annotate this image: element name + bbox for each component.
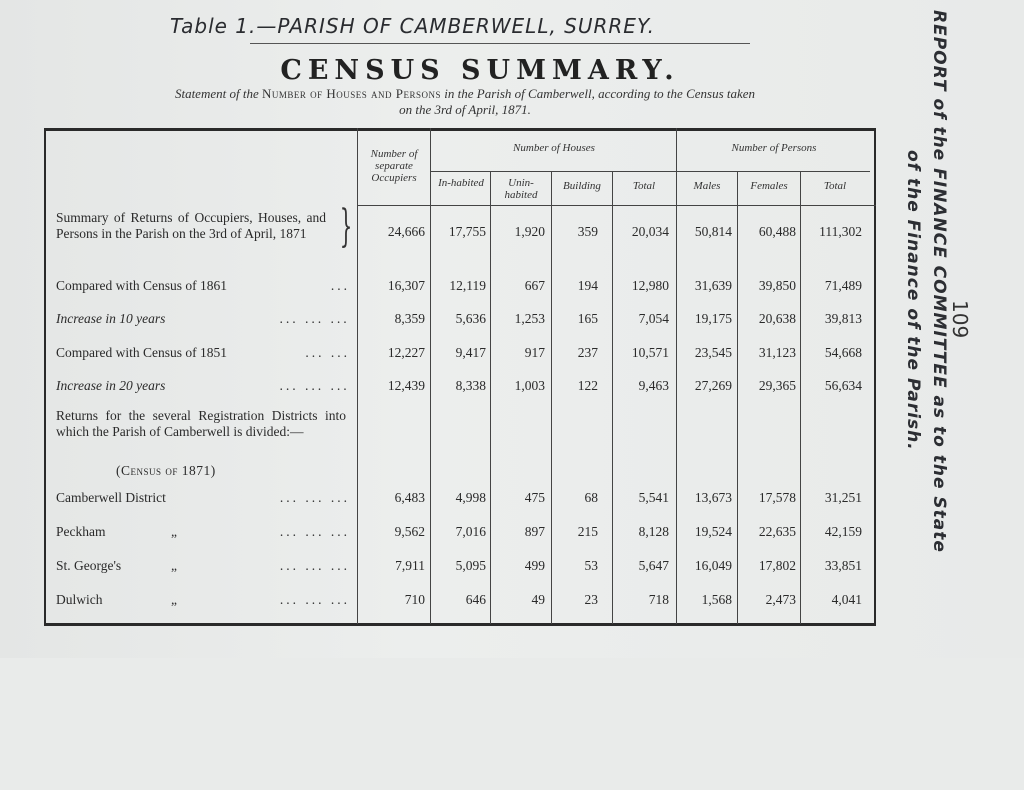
title-rule xyxy=(250,43,750,44)
column-divider xyxy=(551,172,552,624)
statement-small-caps: Number of Houses and Persons xyxy=(261,86,442,101)
row-label xyxy=(56,592,356,608)
ditto-mark: „ xyxy=(171,558,177,573)
table-cell: 9,562 xyxy=(394,524,425,539)
table-cell: 12,119 xyxy=(449,278,486,293)
column-divider xyxy=(490,172,491,624)
table-cell: 5,541 xyxy=(638,490,669,505)
table-cell: 22,635 xyxy=(758,524,796,539)
statement-line2: on the 3rd of April, 1871. xyxy=(399,102,531,117)
table-cell: 165 xyxy=(577,311,598,326)
statement xyxy=(50,86,880,118)
table-cell: 1,253 xyxy=(514,311,545,326)
table-cell: 17,802 xyxy=(758,558,796,573)
table-cell: 29,365 xyxy=(758,378,796,393)
header-persons-group: Number of Persons xyxy=(731,142,817,154)
table-cell: 111,302 xyxy=(819,224,862,239)
statement-pre: Statement of the xyxy=(174,86,259,101)
table-title: Table 1.—PARISH OF CAMBERWELL, SURREY. xyxy=(170,14,655,38)
table-cell: 50,814 xyxy=(694,224,732,239)
table-cell: 7,911 xyxy=(395,558,425,573)
table-cell: 23,545 xyxy=(694,345,732,360)
header-females: Females xyxy=(750,180,788,192)
table-cell: 5,095 xyxy=(455,558,486,573)
table-cell: 917 xyxy=(524,345,545,360)
row-label xyxy=(56,558,356,574)
table-cell: 20,638 xyxy=(758,311,796,326)
table-cell: 49 xyxy=(531,592,545,607)
header-total-houses: Total xyxy=(632,180,656,192)
table-cell: 122 xyxy=(577,378,598,393)
table-cell: 39,813 xyxy=(824,311,862,326)
row-label-summary: Summary of Returns of Occupiers, Houses, and Persons in the Parish on the 3rd of April, 1871 xyxy=(56,210,326,241)
side-line-2: of the Finance of the Parish. xyxy=(903,150,923,451)
header-total-persons: Total xyxy=(823,180,847,192)
row-label xyxy=(56,345,356,361)
column-divider xyxy=(430,128,431,624)
header-occupiers: Number of separate Occupiers xyxy=(370,148,418,184)
table-cell: 4,998 xyxy=(455,490,486,505)
leader-dots: ... ... ... xyxy=(279,592,350,607)
table-cell: 710 xyxy=(404,592,425,607)
leader-dots: ... ... ... xyxy=(279,490,350,505)
column-divider xyxy=(800,172,801,624)
header-uninhabited: Unin-habited xyxy=(504,177,538,201)
table-cell: 4,041 xyxy=(831,592,862,607)
table-cell: 71,489 xyxy=(824,278,862,293)
leader-dots: ... ... ... xyxy=(279,524,350,539)
row-label-text: Compared with Census of 1851 xyxy=(56,345,227,360)
table-cell: 33,851 xyxy=(824,558,862,573)
table-cell: 194 xyxy=(577,278,598,293)
table-cell: 667 xyxy=(524,278,545,293)
table-cell: 2,473 xyxy=(765,592,796,607)
table-cell: 27,269 xyxy=(694,378,732,393)
table-cell: 17,755 xyxy=(448,224,486,239)
table-cell: 499 xyxy=(524,558,545,573)
table-cell: 53 xyxy=(584,558,598,573)
row-label-text: Camberwell District xyxy=(56,490,166,505)
header-inhabited: In-habited xyxy=(438,177,484,189)
row-label-text: Increase in 20 years xyxy=(56,378,166,393)
header-males: Males xyxy=(693,180,721,192)
table-cell: 1,920 xyxy=(514,224,545,239)
table-cell: 31,123 xyxy=(758,345,796,360)
table-cell: 718 xyxy=(648,592,669,607)
side-line-1: REPORT of the FINANCE COMMITTEE as to the State xyxy=(929,10,949,553)
table-cell: 7,054 xyxy=(638,311,669,326)
table-cell: 9,463 xyxy=(638,378,669,393)
statement-post: in the Parish of Camberwell, according to the Census taken xyxy=(444,86,756,101)
table-cell: 13,673 xyxy=(694,490,732,505)
table-cell: 16,307 xyxy=(387,278,425,293)
table-cell: 12,227 xyxy=(387,345,425,360)
header-building: Building xyxy=(563,180,601,192)
table-cell: 10,571 xyxy=(631,345,669,360)
row-label-text: Increase in 10 years xyxy=(56,311,166,326)
leader-dots: ... xyxy=(330,278,350,293)
table-cell: 475 xyxy=(524,490,545,505)
table-cell: 7,016 xyxy=(455,524,486,539)
table-cell: 359 xyxy=(577,224,598,239)
table-cell: 8,128 xyxy=(638,524,669,539)
row-label xyxy=(56,311,356,327)
table-cell: 20,034 xyxy=(631,224,669,239)
row-label xyxy=(56,524,356,540)
table-cell: 56,634 xyxy=(824,378,862,393)
table-cell: 1,003 xyxy=(514,378,545,393)
table-cell: 17,578 xyxy=(758,490,796,505)
table-cell: 39,850 xyxy=(758,278,796,293)
table-cell: 23 xyxy=(584,592,598,607)
leader-dots: ... ... ... xyxy=(279,558,350,573)
table-cell: 215 xyxy=(577,524,598,539)
row-label xyxy=(56,378,356,394)
ditto-mark: „ xyxy=(171,524,177,539)
table-cell: 5,636 xyxy=(455,311,486,326)
row-label-text: Peckham xyxy=(56,524,106,539)
table-cell: 897 xyxy=(524,524,545,539)
table-cell: 5,647 xyxy=(638,558,669,573)
header-rule xyxy=(357,205,876,206)
row-label-text: Dulwich xyxy=(56,592,103,607)
table-cell: 237 xyxy=(577,345,598,360)
census-table xyxy=(44,128,876,626)
table-cell: 24,666 xyxy=(387,224,425,239)
table-cell: 12,980 xyxy=(631,278,669,293)
table-cell: 42,159 xyxy=(824,524,862,539)
table-cell: 19,175 xyxy=(694,311,732,326)
brace: } xyxy=(339,201,353,252)
table-cell: 8,338 xyxy=(455,378,486,393)
row-label-text: St. George's xyxy=(56,558,122,573)
table-cell: 12,439 xyxy=(387,378,425,393)
table-cell: 8,359 xyxy=(394,311,425,326)
table-cell: 19,524 xyxy=(694,524,732,539)
table-cell: 54,668 xyxy=(824,345,862,360)
leader-dots: ... ... ... xyxy=(279,311,350,326)
row-subtitle-census: (Census of 1871) xyxy=(116,463,216,478)
column-divider xyxy=(357,128,358,624)
row-label xyxy=(56,278,356,294)
header-houses-group: Number of Houses xyxy=(513,142,595,154)
table-cell: 60,488 xyxy=(758,224,796,239)
table-cell: 31,639 xyxy=(694,278,732,293)
table-cell: 31,251 xyxy=(824,490,862,505)
page-number: 109 xyxy=(948,300,972,339)
table-cell: 1,568 xyxy=(701,592,732,607)
table-cell: 646 xyxy=(465,592,486,607)
column-divider xyxy=(676,128,677,624)
row-label xyxy=(56,490,356,506)
row-label-returns: Returns for the several Registration Districts into which the Parish of Camberwell is divided:— xyxy=(56,408,346,439)
leader-dots: ... ... xyxy=(305,345,350,360)
table-cell: 6,483 xyxy=(394,490,425,505)
leader-dots: ... ... ... xyxy=(279,378,350,393)
header-rule xyxy=(430,171,870,172)
table-cell: 9,417 xyxy=(455,345,486,360)
row-label-text: Compared with Census of 1861 xyxy=(56,278,227,293)
table-cell: 68 xyxy=(584,490,598,505)
table-cell: 16,049 xyxy=(694,558,732,573)
census-title: CENSUS SUMMARY. xyxy=(280,55,680,86)
ditto-mark: „ xyxy=(171,592,177,607)
